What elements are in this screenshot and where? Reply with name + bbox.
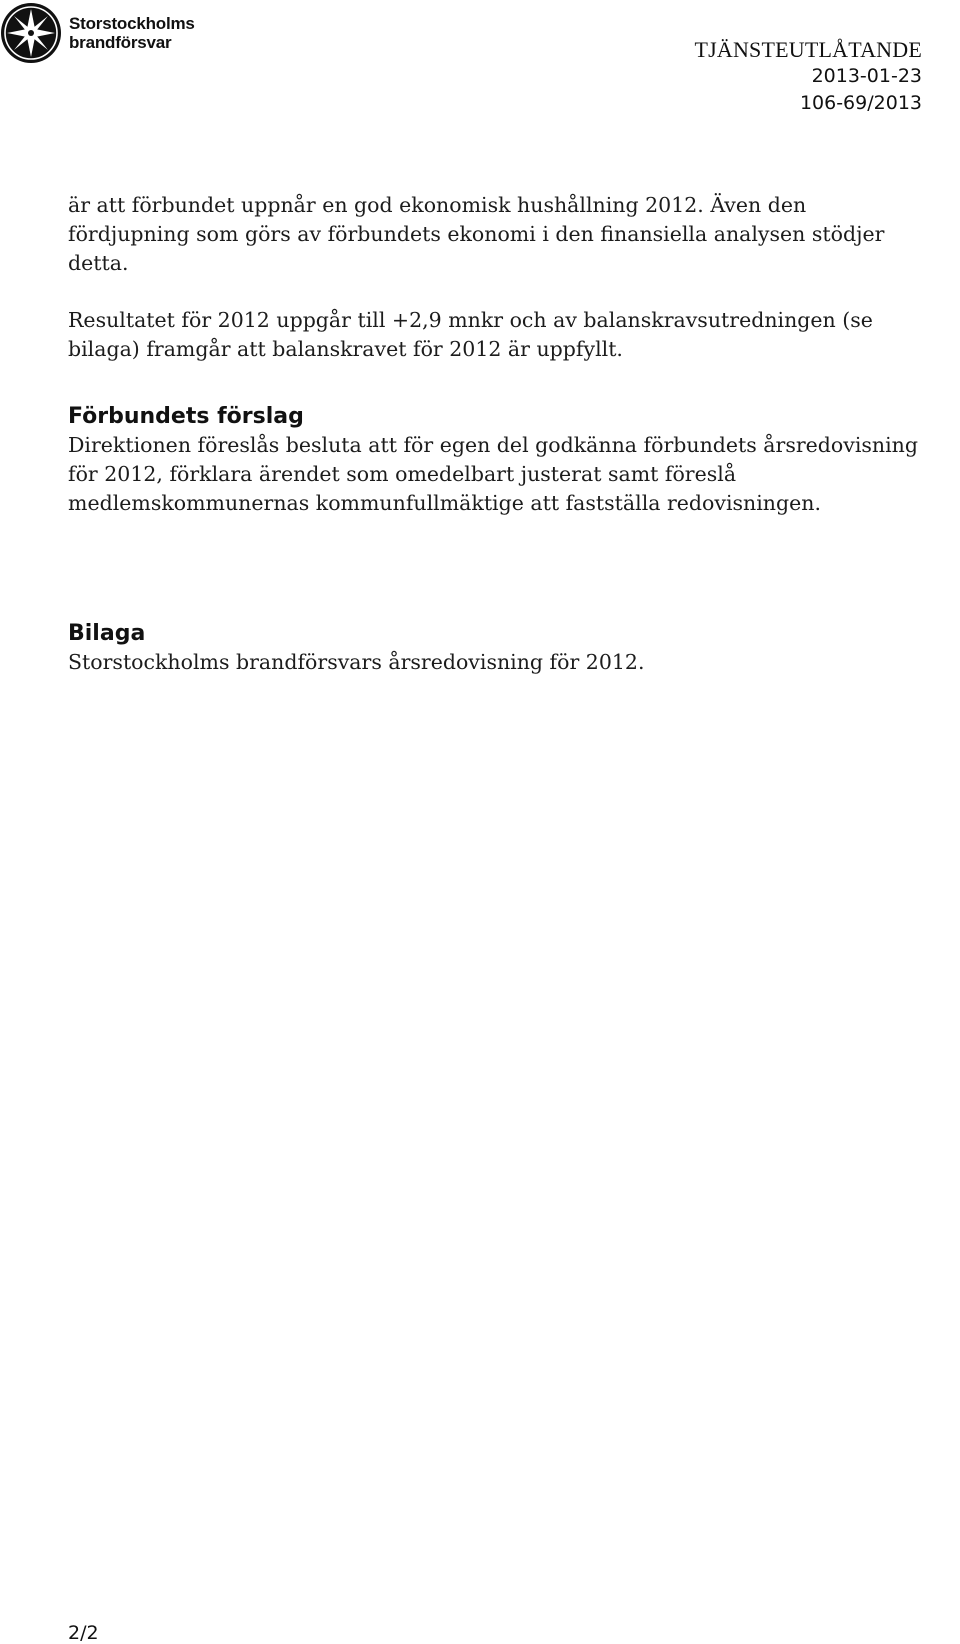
logo-wordmark [69, 14, 195, 52]
document-reference: 106-69/2013 [799, 92, 922, 114]
paragraph-hushallning: är att förbundet uppnår en god ekonomisk hushållning 2012. Även den fördjupning som görs av förbundets ekonomi i den finansiella analysen stödjer detta. [68, 193, 885, 275]
document-body [68, 191, 928, 677]
logo-line-1: Storstockholms [69, 14, 195, 33]
page-number: 2/2 [68, 1622, 99, 1644]
compass-star-emblem-icon [0, 2, 62, 64]
document-type: TJÄNSTEUTLÅTANDE [694, 37, 922, 62]
paragraph-bilaga: Storstockholms brandförsvars årsredovisning för 2012. [68, 650, 645, 674]
document-date: 2013-01-23 [811, 65, 922, 87]
logo-line-2: brandförsvar [69, 33, 172, 52]
paragraph-forslag: Direktionen föreslås besluta att för egen del godkänna förbundets årsredovisning för 2012, förklara ärendet som omedelbart justerat samt föreslå medlemskommunernas kommunfullmäktige att fastställa redovisningen. [68, 433, 918, 515]
section-heading-bilaga: Bilaga [68, 621, 146, 646]
organization-logo [0, 2, 195, 64]
section-heading-forslag: Förbundets förslag [68, 404, 304, 429]
document-meta [694, 36, 922, 117]
paragraph-resultat: Resultatet för 2012 uppgår till +2,9 mnkr och av balanskravsutredningen (se bilaga) framgår att balanskravet för 2012 är uppfyllt. [68, 308, 873, 361]
